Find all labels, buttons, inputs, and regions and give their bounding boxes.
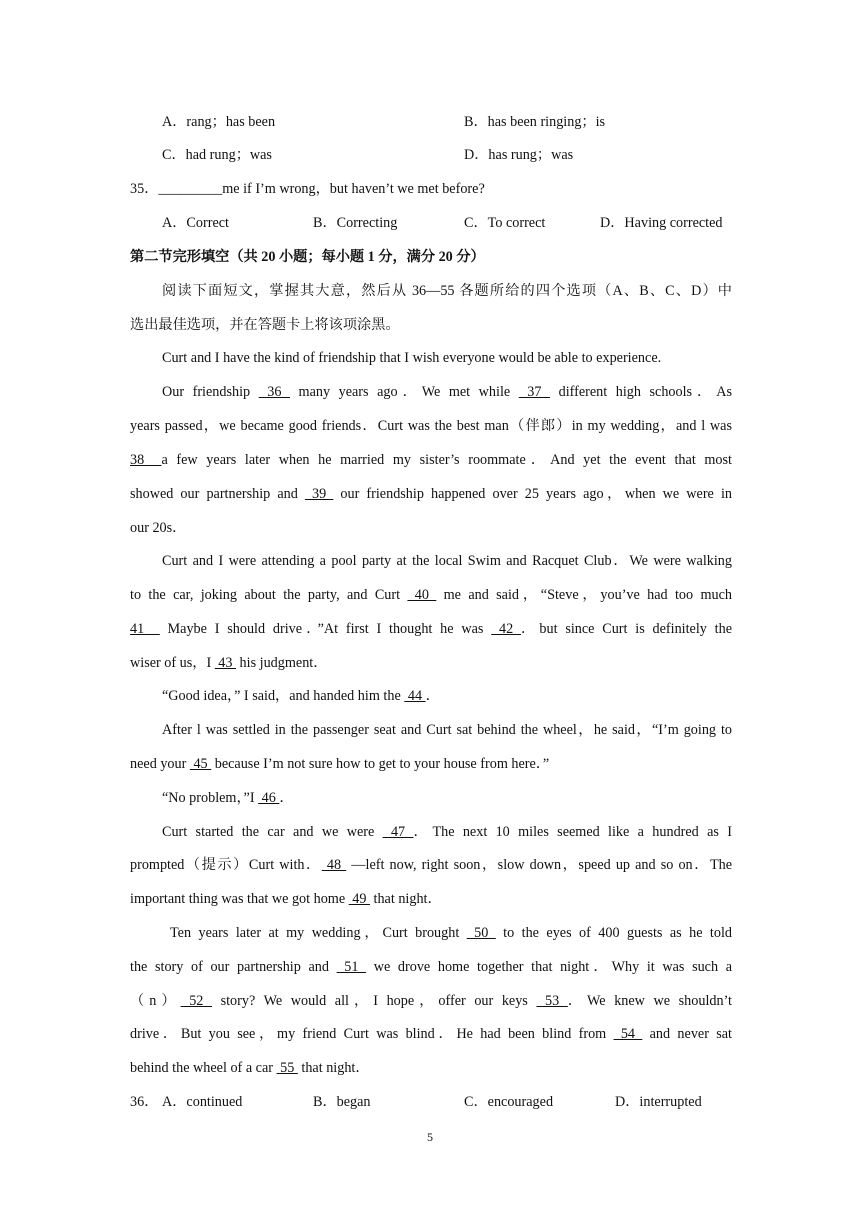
q36-option-c: C．encouraged — [464, 1094, 554, 1110]
passage-line: “No problem，”I 46 ． — [162, 790, 294, 806]
passage-line: （n） 52 story? We would all，I hope，offer our keys 53 ．We knew we shouldn’t — [130, 993, 732, 1009]
passage-line: Our friendship 36 many years ago．We met while 37 different high schools．As — [162, 384, 733, 400]
q34-option-a: A．rang；has been — [162, 114, 276, 130]
passage-line: years passed，we became good friends．Curt was the best man（伴郎）in my wedding，and l was — [130, 418, 732, 434]
passage-line: the story of our partnership and 51 we drove home together that night．Why it was such a — [130, 959, 733, 975]
blank-50: 50 — [466, 925, 496, 941]
q36-number: 36． — [130, 1094, 159, 1110]
blank-55: 55 — [276, 1060, 298, 1076]
blank-47: 47 — [382, 824, 414, 840]
passage-line: Ten years later at my wedding，Curt brought 50 to the eyes of 400 guests as he told — [170, 925, 732, 941]
blank-41: 41 — [130, 621, 160, 637]
q36-option-b: B．began — [313, 1094, 371, 1110]
page-number: 5 — [427, 1130, 433, 1144]
q34-option-b: B．has been ringing；is — [464, 114, 606, 130]
blank-54: 54 — [613, 1026, 643, 1042]
q35-option-c: C．To correct — [464, 215, 546, 231]
passage-line: Curt and I were attending a pool party at the local Swim and Racquet Club．We were walking — [162, 553, 732, 569]
blank-37: 37 — [518, 384, 551, 400]
blank-44: 44 — [404, 688, 426, 704]
passage-line: drive．But you see，my friend Curt was blind．He had been blind from 54 and never sat — [130, 1026, 732, 1042]
q35-blank: _________ — [158, 181, 223, 197]
blank-43: 43 — [214, 655, 236, 671]
blank-51: 51 — [336, 959, 367, 975]
passage-line: Curt started the car and we were 47 ．The next 10 miles seemed like a hundred as I — [162, 824, 732, 840]
blank-49: 49 — [348, 891, 370, 907]
q34-option-d: D．has rung；was — [464, 147, 574, 163]
blank-40: 40 — [407, 587, 437, 603]
passage-line: Curt and I have the kind of friendship that I wish everyone would be able to experience. — [162, 350, 662, 366]
q36-option-d: D．interrupted — [615, 1094, 702, 1110]
passage-line: our 20s． — [130, 520, 187, 536]
blank-42: 42 — [491, 621, 521, 637]
passage-line: “Good idea，” I said，and handed him the 44 ． — [162, 688, 440, 704]
passage-line: After l was settled in the passenger seat and Curt sat behind the wheel，he said，“I’m going to — [162, 722, 732, 738]
q35-text: me if I’m wrong，but haven’t we met before? — [222, 181, 485, 197]
passage-line: to the car, joking about the party, and Curt 40 me and said，“Steve，you’ve had too much — [130, 587, 732, 603]
q34-option-c: C．had rung；was — [162, 147, 272, 163]
passage-line: need your 45 because I’m not sure how to get to your house from here．” — [130, 756, 550, 772]
blank-36: 36 — [258, 384, 290, 400]
passage-line: showed our partnership and 39 our friendship happened over 25 years ago，when we were in — [130, 486, 732, 502]
section-heading: 第二节完形填空（共 20 小题；每小题 1 分，满分 20 分） — [130, 249, 485, 265]
passage-line: 41 Maybe I should drive．”At first I thought he was 42 ．but since Curt is definitely the — [130, 621, 733, 637]
passage-line: wiser of us，I 43 his judgment． — [130, 655, 328, 671]
blank-46: 46 — [258, 790, 280, 806]
passage-line: important thing was that we got home 49 that night． — [130, 891, 442, 907]
blank-45: 45 — [189, 756, 212, 772]
section-instruction-1: 阅读下面短文，掌握其大意，然后从 36—55 各题所给的四个选项（A、B、C、D）中 — [162, 283, 732, 299]
passage-line: behind the wheel of a car 55 that night． — [130, 1060, 370, 1076]
q35-stem — [130, 179, 732, 199]
q36-option-a: A．continued — [162, 1094, 243, 1110]
q35-option-b: B．Correcting — [313, 215, 398, 231]
question-number: 35． — [130, 181, 159, 197]
q35-option-d: D．Having corrected — [600, 215, 723, 231]
passage-line: 38 a few years later when he married my sister’s roommate．And yet the event that most — [130, 452, 732, 468]
blank-52: 52 — [180, 993, 212, 1009]
passage-line: prompted（提示）Curt with． 48 —left now, right soon，slow down，speed up and so on．The — [130, 857, 733, 873]
blank-39: 39 — [304, 486, 334, 502]
blank-53: 53 — [536, 993, 568, 1009]
blank-48: 48 — [321, 857, 347, 873]
q35-option-a: A．Correct — [162, 215, 229, 231]
blank-38: 38 — [130, 452, 162, 468]
section-instruction-2: 选出最佳选项，并在答题卡上将该项涂黑。 — [130, 317, 400, 333]
